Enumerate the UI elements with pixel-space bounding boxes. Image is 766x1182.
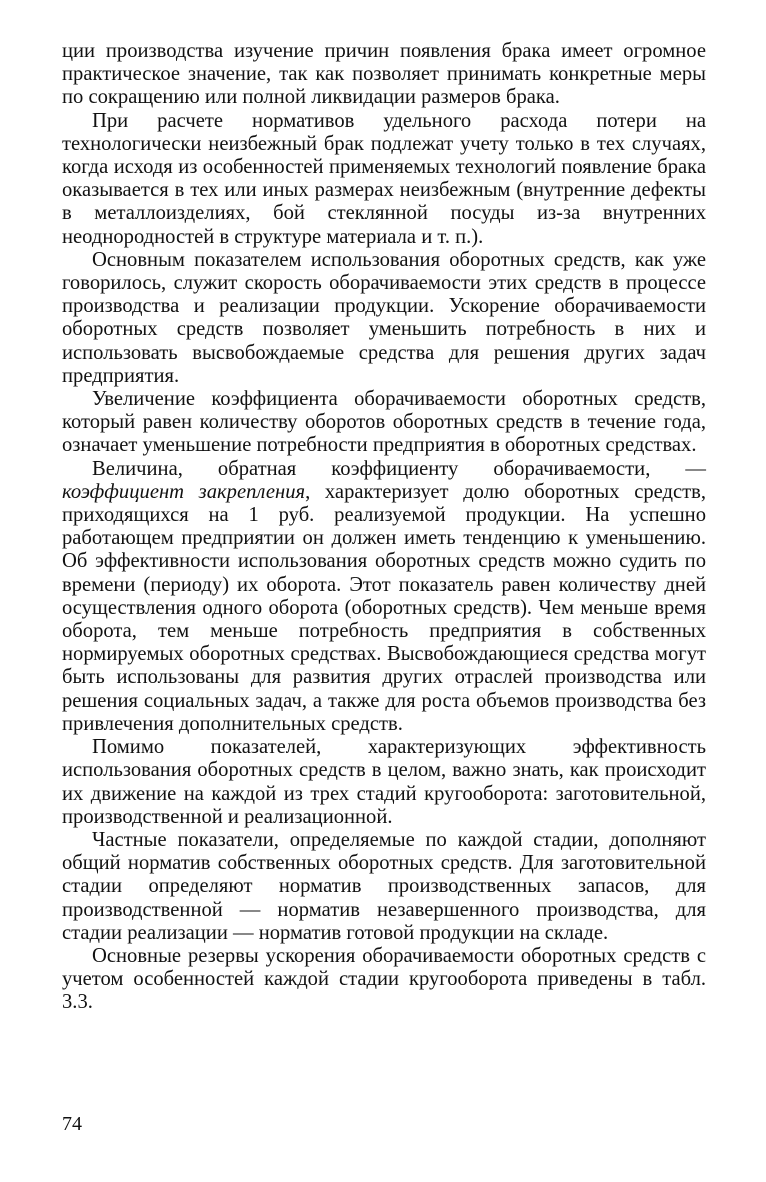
paragraph-turnover-speed: Основным показателем использования оборотных средств, как уже говорилось, служит скорость оборачиваемости этих средств в процессе производства и реализации продукции. Ускорение оборачиваемости оборотных средств позволяет уменьшить потребность в них и использовать высвобождаемые средства для решения других задач предприятия. (62, 248, 706, 387)
paragraph-fixing-after: , характеризует долю оборотных средств, приходящихся на 1 руб. реализуемой продукции. На успешно работающем предприятии он должен иметь тенденцию к уменьшению. Об эффективности использования оборотных средств можно судить по времени (периоду) их оборота. Этот показатель равен количеству дней осуществления одного оборота (оборотных средств). Чем меньше время оборота, тем меньше потребность предприятия в собственных нормируемых оборотных средствах. Высвобождающиеся средства могут быть использованы для развития других отраслей производства или решения социальных задач, а также для роста объемов производства без привлечения дополнительных средств. (62, 480, 706, 735)
term-fixing-coefficient: коэффициент закрепления (62, 480, 306, 503)
paragraph-fixing-before: Величина, обратная коэффициенту оборачиваемости, — (92, 457, 706, 480)
body-text (62, 40, 706, 1015)
paragraph-turnover-ratio: Увеличение коэффициента оборачиваемости оборотных средств, который равен количеству оборотов оборотных средств в течение года, означает уменьшение потребности предприятия в оборотных средствах. (62, 388, 706, 457)
paragraph-circulation-stages: Помимо показателей, характеризующих эффективность использования оборотных средств в целом, важно знать, как происходит их движение на каждой из трех стадий кругооборота: заготовительной, производственной и реализационной. (62, 736, 706, 828)
paragraph-continuation: ции производства изучение причин появления брака имеет огромное практическое значение, так как позволяет принимать конкретные меры по сокращению или полной ликвидации размеров брака. (62, 40, 706, 109)
paragraph-fixing-coefficient (62, 458, 706, 736)
paragraph-scrap-norms: При расчете нормативов удельного расхода потери на технологически неизбежный брак подлежат учету только в тех случаях, когда исходя из особенностей применяемых технологий появление брака оказывается в тех или иных размерах неизбежным (внутренние дефекты в металлоизделиях, бой стеклянной посуды из-за внутренних неоднородностей в структуре материала и т. п.). (62, 109, 706, 248)
paragraph-reserves: Основные резервы ускорения оборачиваемости оборотных средств с учетом особенностей каждой стадии кругооборота приведены в табл. 3.3. (62, 944, 706, 1014)
page-number: 74 (62, 1113, 82, 1135)
paragraph-partial-indicators: Частные показатели, определяемые по каждой стадии, дополняют общий норматив собственных оборотных средств. Для заготовительной стадии определяют норматив производственных запасов, для производственной — норматив незавершенного производства, для стадии реализации — норматив готовой продукции на складе. (62, 828, 706, 944)
